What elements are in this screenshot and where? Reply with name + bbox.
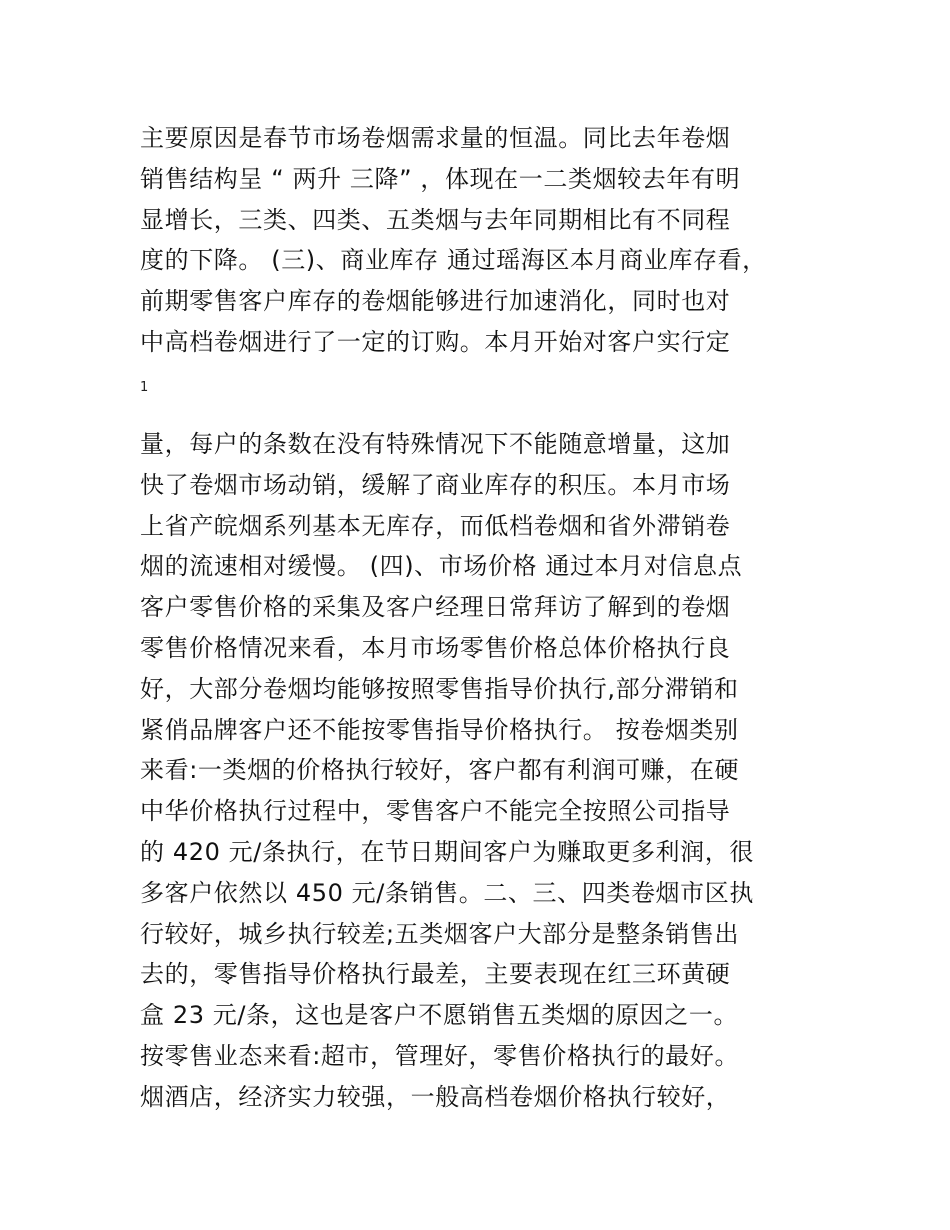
text-line: 显增长，三类、四类、五类烟与去年同期相比有不同程 (140, 205, 731, 234)
page-number: 1 (140, 380, 149, 395)
text-line: 销售结构呈 “ 两升 三降” ，体现在一二类烟较去年有明 (140, 164, 741, 193)
text-line: 中高档卷烟进行了一定的订购。本月开始对客户实行定 (140, 327, 731, 356)
text-line: 盒 23 元/条，这也是客户不愿销售五类烟的原因之一。 (140, 1001, 739, 1030)
text-line: 行较好，城乡执行较差;五类烟客户大部分是整条销售出 (140, 919, 740, 948)
text-line: 多客户依然以 450 元/条销售。二、三、四类卷烟市区执 (140, 878, 754, 907)
text-line: 去的，零售指导价格执行最差，主要表现在红三环黄硬 (140, 960, 731, 989)
text-line: 快了卷烟市场动销，缓解了商业库存的积压。本月市场 (140, 470, 731, 499)
text-line: 上省产皖烟系列基本无库存，而低档卷烟和省外滞销卷 (140, 511, 731, 540)
text-line: 前期零售客户库存的卷烟能够进行加速消化，同时也对 (140, 287, 731, 316)
text-line: 的 420 元/条执行，在节日期间客户为赚取更多利润，很 (140, 837, 754, 866)
text-line: 来看:一类烟的价格执行较好，客户都有利润可赚，在硬 (140, 756, 740, 785)
text-line: 烟的流速相对缓慢。 (四)、市场价格 通过本月对信息点 (140, 552, 743, 581)
text-line: 中华价格执行过程中，零售客户不能完全按照公司指导 (140, 797, 731, 826)
text-line: 零售价格情况来看，本月市场零售价格总体价格执行良 (140, 633, 731, 662)
text-line: 度的下降。 (三)、商业库存 通过瑶海区本月商业库存看， (140, 246, 767, 275)
paragraph-block-bottom (140, 424, 840, 1118)
text-line: 客户零售价格的采集及客户经理日常拜访了解到的卷烟 (140, 593, 731, 622)
text-line: 量，每户的条数在没有特殊情况下不能随意增量，这加 (140, 430, 731, 458)
text-line: 主要原因是春节市场卷烟需求量的恒温。同比去年卷烟 (140, 124, 731, 152)
text-line: 烟酒店，经济实力较强，一般高档卷烟价格执行较好， (140, 1082, 731, 1111)
text-line: 好，大部分卷烟均能够按照零售指导价执行,部分滞销和 (140, 674, 739, 703)
text-line: 紧俏品牌客户还不能按零售指导价格执行。 按卷烟类别 (140, 715, 739, 744)
paragraph-block-top (140, 118, 840, 363)
text-line: 按零售业态来看:超市，管理好，零售价格执行的最好。 (140, 1041, 740, 1070)
